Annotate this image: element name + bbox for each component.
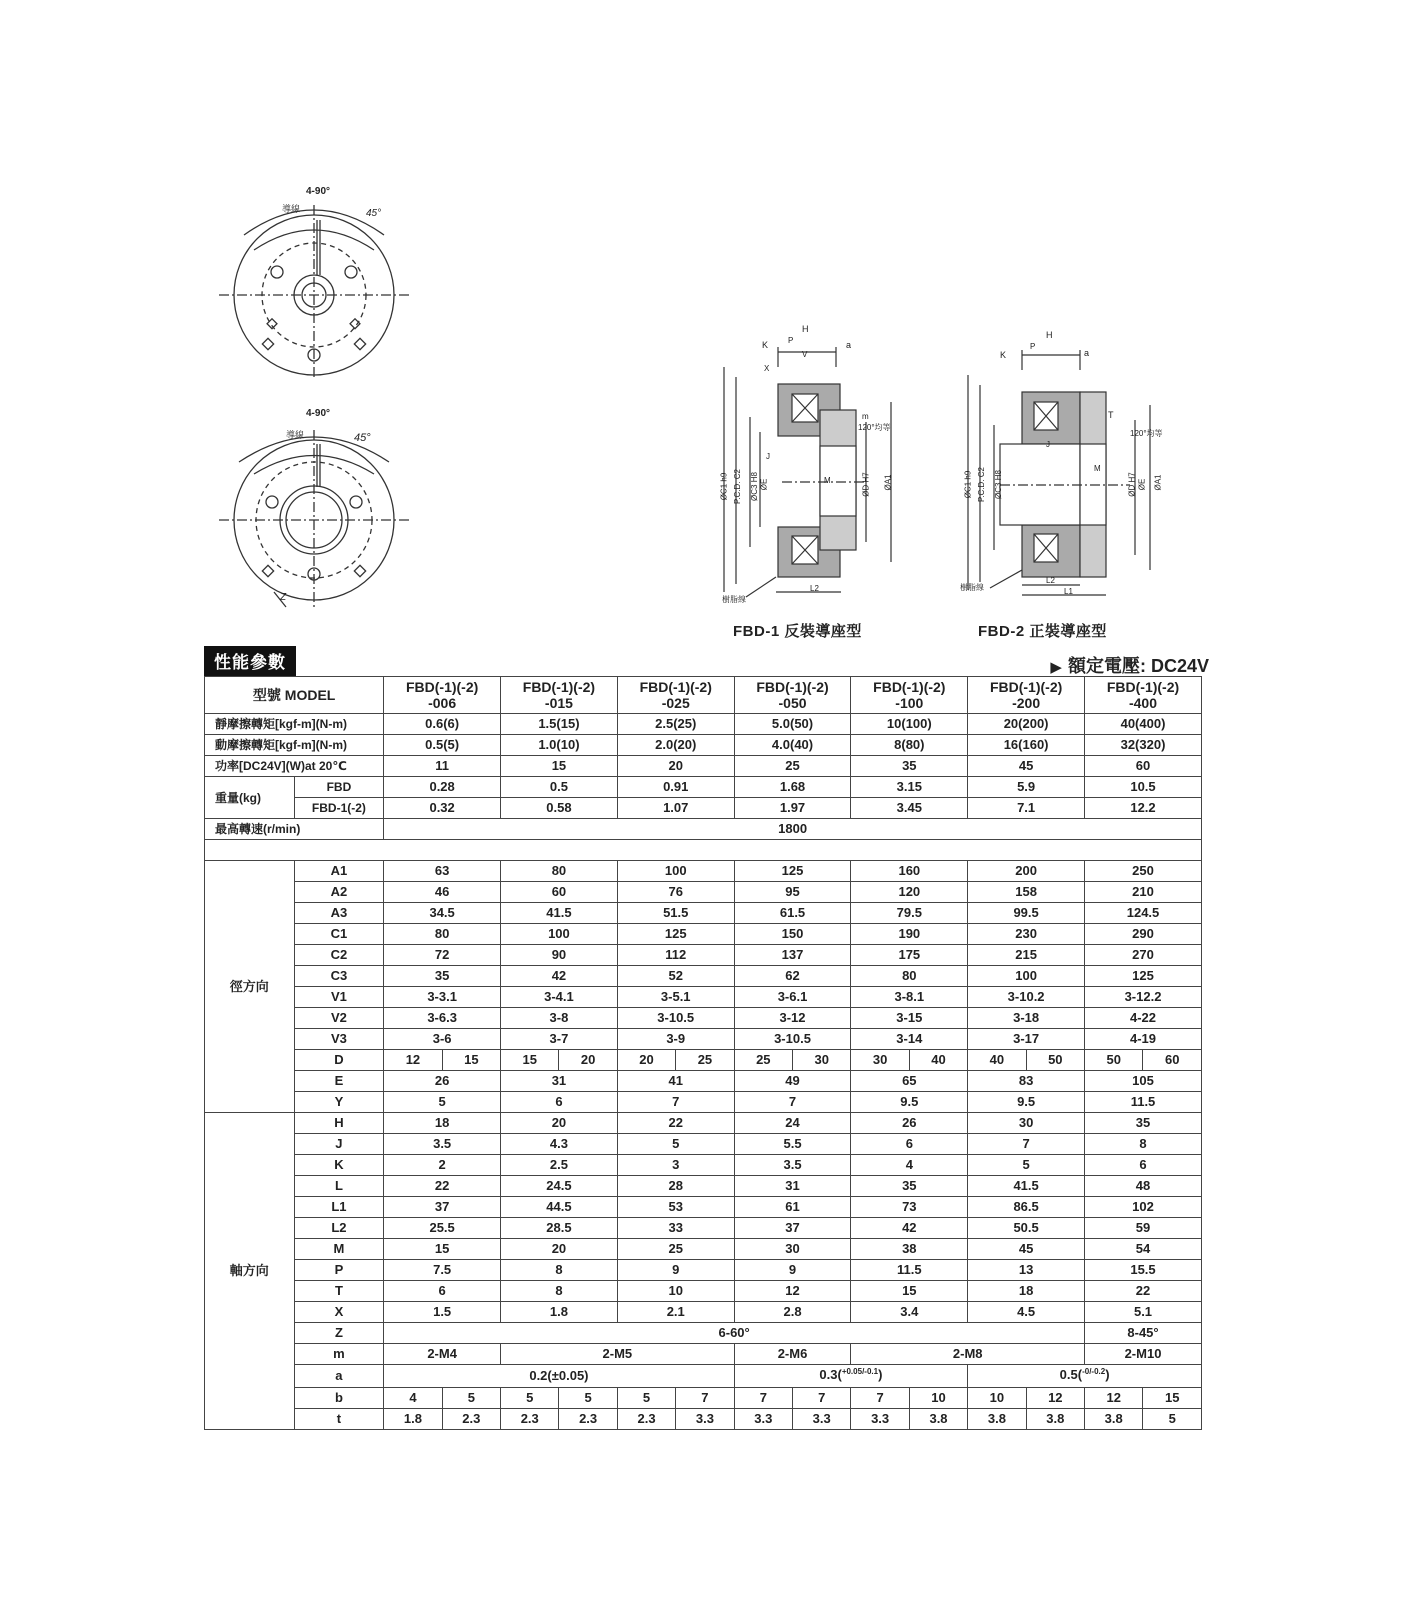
dim-v: V (802, 350, 808, 359)
dim-row: V1 3-3.1 3-4.1 3-5.1 3-6.1 3-8.1 3-10.2 3-12.2 (205, 987, 1202, 1008)
dim-row-b: b 4 5 5 5 5 7 7 7 7 10 10 12 12 15 (205, 1388, 1202, 1409)
dim-a1: ØA1 (1153, 474, 1163, 491)
max-speed-row: 最高轉速(r/min) 1800 (205, 819, 1202, 840)
dim-row: A3 34.5 41.5 51.5 61.5 79.5 99.5 124.5 (205, 903, 1202, 924)
dim-row: C1 80 100 125 150 190 230 290 (205, 924, 1202, 945)
dim-l2: L2 (810, 584, 819, 593)
model-cell: FBD(-1)(-2) -200 (968, 677, 1085, 714)
tolerance-cell: 0.3($^{+0.05/-0.1}$) (734, 1365, 968, 1388)
model-cell: FBD(-1)(-2) -006 (384, 677, 501, 714)
lead-label: 導線 (286, 430, 305, 440)
fbd2-caption: FBD-2 正裝導座型 (978, 623, 1107, 640)
dim-row: C2 72 90 112 137 175 215 270 (205, 945, 1202, 966)
dim-k: K (1000, 350, 1007, 360)
power-row: 功率[DC24V](W)at 20℃ 11 15 20 25 35 45 60 (205, 756, 1202, 777)
dim-lead: 樹脂線 (960, 583, 984, 592)
dim-row: V2 3-6.3 3-8 3-10.5 3-12 3-15 3-18 4-22 (205, 1008, 1202, 1029)
spec-table (204, 676, 1202, 1430)
dim-m: m (862, 412, 869, 421)
dim-x: X (764, 364, 770, 373)
model-row (205, 677, 1202, 714)
dim-lead: 樹脂線 (722, 595, 746, 604)
dim-row: J 3.5 4.3 5 5.5 6 7 8 (205, 1134, 1202, 1155)
model-label: 型號 MODEL (205, 677, 384, 714)
dim-d: ØD H7 (861, 472, 871, 497)
angle-label: 4-90° (306, 186, 331, 197)
model-cell: FBD(-1)(-2) -050 (734, 677, 851, 714)
dim-row-m: m 2-M4 2-M5 2-M6 2-M8 2-M10 (205, 1344, 1202, 1365)
dim-k: K (762, 340, 769, 350)
model-cell: FBD(-1)(-2) -015 (501, 677, 618, 714)
dim-e: ØE (759, 478, 769, 491)
dim-c1: ØC1 h9 (963, 470, 973, 499)
dim-c1: ØC1 h9 (719, 472, 729, 501)
front-view-drawing-1 (214, 180, 414, 380)
dim-row: C3 35 42 52 62 80 100 125 (205, 966, 1202, 987)
model-cell: FBD(-1)(-2) -100 (851, 677, 968, 714)
dim-j: J (766, 452, 770, 461)
tolerance-cell: 0.5($^{-0/-0.2}$) (968, 1365, 1202, 1388)
dim-row: A2 46 60 76 95 120 158 210 (205, 882, 1202, 903)
fbd2-section-drawing (960, 330, 1170, 610)
dim-pcd: P.C.D. C2 (732, 469, 742, 504)
dim-p: P (788, 336, 794, 345)
dim-pcd: P.C.D. C2 (976, 467, 986, 502)
dim-j: J (1046, 440, 1050, 449)
dim-a1: ØA1 (883, 474, 893, 491)
dynamic-torque-row: 動摩擦轉矩[kgf-m](N-m) 0.5(5) 1.0(10) 2.0(20) 4.0(40) 8(80) 16(160) 32(320) (205, 735, 1202, 756)
rated-voltage-text: 額定電壓: DC24V (1067, 656, 1209, 676)
triangle-right-icon: ▶ (1050, 659, 1062, 676)
dim-row: L2 25.5 28.5 33 37 42 50.5 59 (205, 1218, 1202, 1239)
dim-row: P 7.5 8 9 9 11.5 13 15.5 (205, 1260, 1202, 1281)
dim-note: 120°均等 (858, 423, 891, 432)
dim-p: P (1030, 342, 1036, 351)
dim-row: V3 3-6 3-7 3-9 3-10.5 3-14 3-17 4-19 (205, 1029, 1202, 1050)
dim-row-a: a 0.2(±0.05) 0.3($^{+0.05/-0.1}$) 0.5($^{-0/-0.2}$) (205, 1365, 1202, 1388)
z-label: Z (280, 592, 287, 603)
dim-c3: ØC3 H8 (749, 472, 759, 501)
lead-label: 導線 (282, 204, 301, 214)
dim-note: 120°均等 (1130, 429, 1163, 438)
dim-row: Y 5 6 7 7 9.5 9.5 11.5 (205, 1092, 1202, 1113)
fbd1-section-drawing (716, 322, 916, 612)
section-title: 性能參數 (204, 646, 296, 676)
dim-row: 徑方向 A1 63 80 100 125 160 200 250 (205, 861, 1202, 882)
model-cell: FBD(-1)(-2) -400 (1085, 677, 1202, 714)
angle2-label: 45° (366, 208, 382, 219)
dim-row: E 26 31 41 49 65 83 105 (205, 1071, 1202, 1092)
dim-h: H (802, 324, 809, 334)
dim-a: a (846, 340, 852, 350)
dim-a: a (1084, 348, 1090, 358)
dim-mm: M (1094, 464, 1101, 473)
dim-row: T 6 8 10 12 15 18 22 (205, 1281, 1202, 1302)
weight-fbd-row: 重量(kg) FBD 0.28 0.5 0.91 1.68 3.15 5.9 10.5 (205, 777, 1202, 798)
front-view-drawing-2 (214, 402, 414, 612)
dim-row: 軸方向 H 18 20 22 24 26 30 35 (205, 1113, 1202, 1134)
dim-d: ØD H7 (1127, 472, 1137, 497)
dim-t: T (1108, 410, 1114, 420)
angle2-label: 45° (354, 432, 371, 444)
dim-mm: M (824, 476, 831, 485)
dim-h: H (1046, 330, 1053, 340)
dim-row-z: Z 6-60° 8-45° (205, 1323, 1202, 1344)
dim-row-d: D 12 15 15 20 20 25 25 30 30 40 40 50 50 60 (205, 1050, 1202, 1071)
dim-l2: L2 (1046, 576, 1055, 585)
rated-voltage (1050, 652, 1209, 678)
dim-row: K 2 2.5 3 3.5 4 5 6 (205, 1155, 1202, 1176)
model-cell: FBD(-1)(-2) -025 (617, 677, 734, 714)
dim-c3: ØC3 H8 (993, 470, 1003, 499)
dim-row: M 15 20 25 30 38 45 54 (205, 1239, 1202, 1260)
dim-e: ØE (1137, 478, 1147, 491)
axial-group-label: 軸方向 (205, 1113, 295, 1430)
dim-l1: L1 (1064, 587, 1073, 596)
dim-row: L 22 24.5 28 31 35 41.5 48 (205, 1176, 1202, 1197)
weight-fbd12-row: FBD-1(-2) 0.32 0.58 1.07 1.97 3.45 7.1 12.2 (205, 798, 1202, 819)
static-torque-row: 靜摩擦轉矩[kgf-m](N-m) 0.6(6) 1.5(15) 2.5(25) 5.0(50) 10(100) 20(200) 40(400) (205, 714, 1202, 735)
fbd1-caption: FBD-1 反裝導座型 (733, 623, 862, 640)
dim-row: X 1.5 1.8 2.1 2.8 3.4 4.5 5.1 (205, 1302, 1202, 1323)
spacer-row (205, 840, 1202, 861)
angle-label: 4-90° (306, 408, 331, 419)
dim-row: L1 37 44.5 53 61 73 86.5 102 (205, 1197, 1202, 1218)
radial-group-label: 徑方向 (205, 861, 295, 1113)
dim-row-t: t 1.8 2.3 2.3 2.3 2.3 3.3 3.3 3.3 3.3 3.8 3.8 3.8 3.8 5 (205, 1409, 1202, 1430)
